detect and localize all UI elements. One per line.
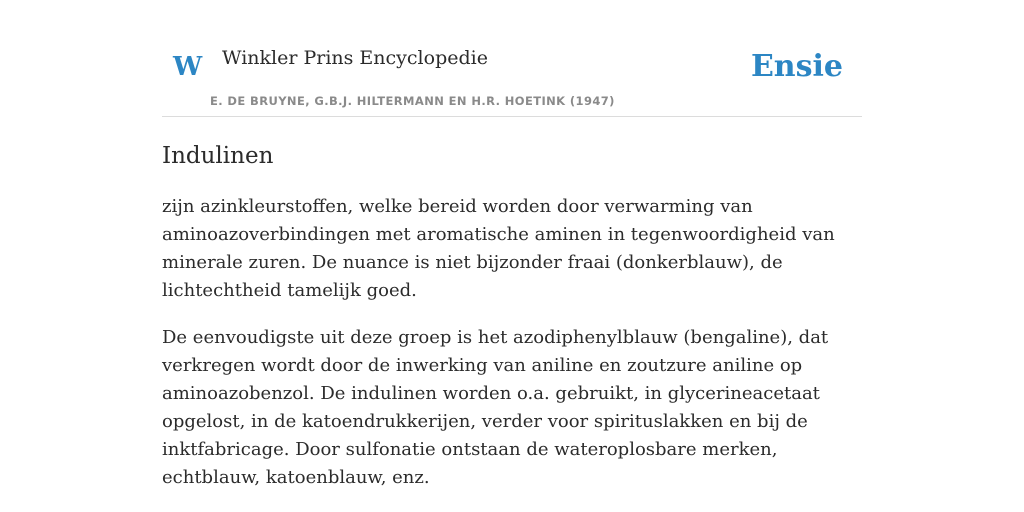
winkler-prins-logo[interactable]: W <box>173 52 203 82</box>
authors-line: E. DE BRUYNE, G.B.J. HILTERMANN EN H.R. HOETINK (1947) <box>210 94 615 108</box>
entry-title: Indulinen <box>162 143 274 169</box>
entry-paragraph: De eenvoudigste uit deze groep is het azodiphenylblauw (bengaline), dat verkregen wordt door de inwerking van aniline en zoutzure aniline op aminoazobenzol. De indulinen worden o.a. gebruikt, in glycerineacetaat opgelost, in de katoendrukkerijen, verder voor spirituslakken en bij de inktfabricage. Door sulfonatie ontstaan de wateroplosbare merken, echtblauw, katoenblauw, enz. <box>162 326 829 488</box>
site-title[interactable]: Winkler Prins Encyclopedie <box>222 47 488 69</box>
entry-paragraph: zijn azinkleurstoffen, welke bereid worden door verwarming van aminoazoverbindingen met aromatische aminen in tegenwoordigheid van minerale zuren. De nuance is niet bijzonder fraai (donkerblauw), de lichtechtheid tamelijk goed. <box>162 195 835 301</box>
entry-body <box>162 193 862 492</box>
page-container <box>162 0 862 492</box>
site-header <box>162 0 862 117</box>
ensie-brand-link[interactable]: Ensie <box>750 49 843 84</box>
